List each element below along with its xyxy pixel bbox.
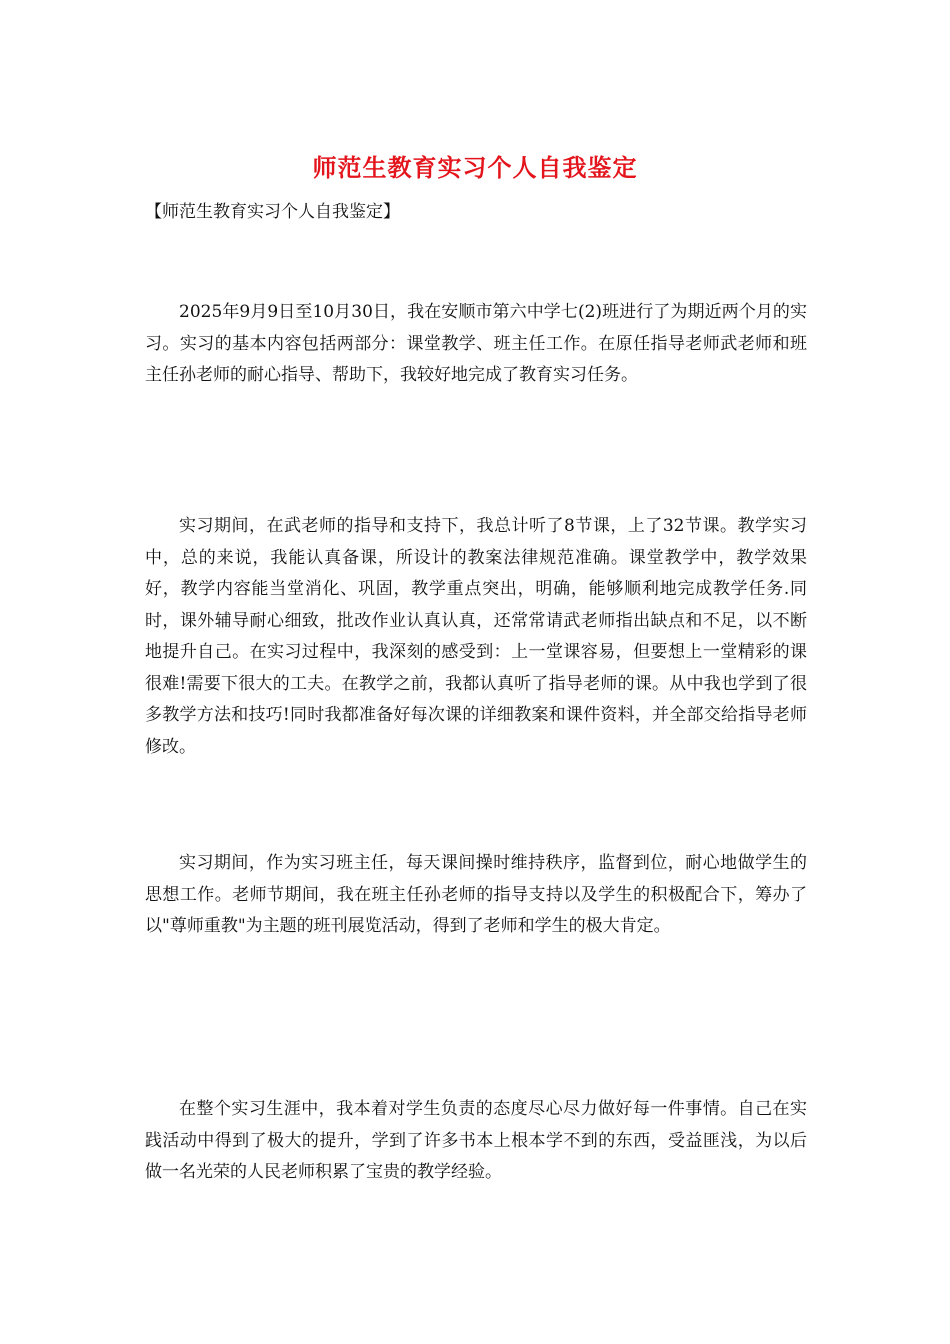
document-subtitle: 【师范生教育实习个人自我鉴定】 — [145, 202, 400, 222]
paragraph-internship-overview: 2025年9月9日至10月30日，我在安顺市第六中学七(2)班进行了为期近两个月的实习。实习的基本内容包括两部分：课堂教学、班主任工作。在原任指导老师武老师和班主任孙老师的耐心指导、帮助下，我较好地完成了教育实习任务。 — [145, 302, 807, 385]
paragraph-summary: 在整个实习生涯中，我本着对学生负责的态度尽心尽力做好每一件事情。自己在实践活动中得到了极大的提升，学到了许多书本上根本学不到的东西，受益匪浅，为以后做一名光荣的人民老师积累了宝贵的教学经验。 — [145, 1099, 807, 1182]
paragraph-class-teacher-work: 实习期间，作为实习班主任，每天课间操时维持秩序，监督到位，耐心地做学生的思想工作。老师节期间，我在班主任孙老师的指导支持以及学生的积极配合下，筹办了以"尊师重教"为主题的班刊展览活动，得到了老师和学生的极大肯定。 — [145, 853, 807, 936]
document-title: 师范生教育实习个人自我鉴定 — [312, 153, 638, 182]
paragraph-teaching-practice: 实习期间，在武老师的指导和支持下，我总计听了8节课，上了32节课。教学实习中，总的来说，我能认真备课，所设计的教案法律规范准确。课堂教学中，教学效果好，教学内容能当堂消化、巩固，教学重点突出，明确，能够顺利地完成教学任务.同时，课外辅导耐心细致，批改作业认真认真，还常常请武老师指出缺点和不足，以不断地提升自己。在实习过程中，我深刻的感受到：上一堂课容易，但要想上一堂精彩的课很难!需要下很大的工夫。在教学之前，我都认真听了指导老师的课。从中我也学到了很多教学方法和技巧!同时我都准备好每次课的详细教案和课件资料，并全部交给指导老师修改。 — [145, 516, 807, 757]
